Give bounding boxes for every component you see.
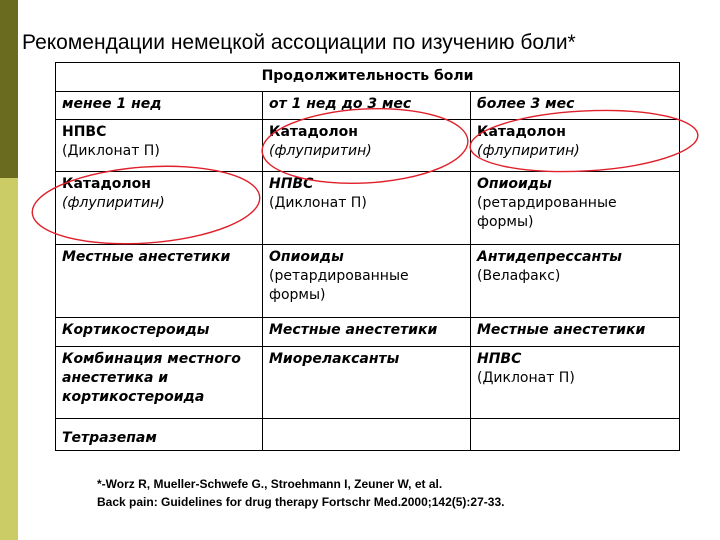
drug-name: Катадолон bbox=[269, 124, 358, 140]
table-cell bbox=[263, 347, 471, 419]
drug-name: НПВС bbox=[477, 351, 522, 367]
table-cell bbox=[263, 318, 471, 347]
table-cell bbox=[471, 419, 680, 451]
table-row bbox=[56, 419, 680, 451]
column-header-less-1-week: менее 1 нед bbox=[56, 92, 263, 120]
drug-name: Опиоиды bbox=[269, 249, 344, 265]
table-cell bbox=[471, 120, 680, 172]
drug-name: Катадолон bbox=[477, 124, 566, 140]
table-cell bbox=[56, 347, 263, 419]
drug-detail: (флупиритин) bbox=[477, 143, 580, 159]
drug-detail: (флупиритин) bbox=[62, 195, 165, 211]
table-row bbox=[56, 120, 680, 172]
drug-name: Миорелаксанты bbox=[269, 351, 400, 367]
drug-detail: (Диклонат П) bbox=[62, 143, 160, 159]
drug-name: Кортикостероиды bbox=[62, 322, 210, 338]
side-accent-bar-dark bbox=[0, 0, 18, 178]
drug-detail: (Диклонат П) bbox=[269, 195, 367, 211]
reference-line-1: *-Worz R, Mueller-Schwefe G., Stroehmann I, Zeuner W, et al. bbox=[97, 477, 443, 491]
reference-line-2: Back pain: Guidelines for drug therapy Fortschr Med.2000;142(5):27-33. bbox=[97, 495, 505, 509]
slide-title: Рекомендации немецкой ассоциации по изучению боли* bbox=[22, 31, 576, 54]
drug-name: Катадолон bbox=[62, 176, 151, 192]
table-cell bbox=[471, 172, 680, 245]
drug-name: Антидепрессанты bbox=[477, 249, 622, 265]
drug-name: Опиоиды bbox=[477, 176, 552, 192]
reference-note bbox=[97, 475, 504, 511]
drug-detail: (Диклонат П) bbox=[477, 370, 575, 386]
table-cell bbox=[471, 318, 680, 347]
table-cell bbox=[56, 419, 263, 451]
table-cell bbox=[471, 245, 680, 318]
side-accent-bar-light bbox=[0, 178, 18, 540]
table-cell bbox=[56, 172, 263, 245]
drug-detail: (флупиритин) bbox=[269, 143, 372, 159]
table-cell bbox=[263, 245, 471, 318]
drug-name: НПВС bbox=[269, 176, 314, 192]
pain-duration-table bbox=[55, 62, 680, 451]
table-cell bbox=[263, 120, 471, 172]
table-row bbox=[56, 347, 680, 419]
table-cell bbox=[56, 120, 263, 172]
table-cell bbox=[263, 172, 471, 245]
drug-detail: (ретардированные формы) bbox=[477, 195, 617, 230]
table-cell bbox=[471, 347, 680, 419]
column-header-1-week-to-3-months: от 1 нед до 3 мес bbox=[263, 92, 471, 120]
table-header-row bbox=[56, 63, 680, 92]
table-cell bbox=[56, 318, 263, 347]
drug-detail: (ретардированные формы) bbox=[269, 268, 409, 303]
drug-name: Местные анестетики bbox=[269, 322, 438, 338]
drug-name: НПВС bbox=[62, 124, 107, 140]
column-header-more-3-months: более 3 мес bbox=[471, 92, 680, 120]
table-header: Продолжительность боли bbox=[56, 63, 680, 92]
drug-detail: (Велафакс) bbox=[477, 268, 561, 284]
drug-name: Комбинация местного анестетика и кортикостероида bbox=[62, 351, 241, 405]
column-header-row bbox=[56, 92, 680, 120]
table-cell bbox=[263, 419, 471, 451]
table-row bbox=[56, 318, 680, 347]
table-row bbox=[56, 172, 680, 245]
table-cell bbox=[56, 245, 263, 318]
drug-name: Тетразепам bbox=[62, 430, 157, 446]
table-row bbox=[56, 245, 680, 318]
drug-name: Местные анестетики bbox=[62, 249, 231, 265]
drug-name: Местные анестетики bbox=[477, 322, 646, 338]
